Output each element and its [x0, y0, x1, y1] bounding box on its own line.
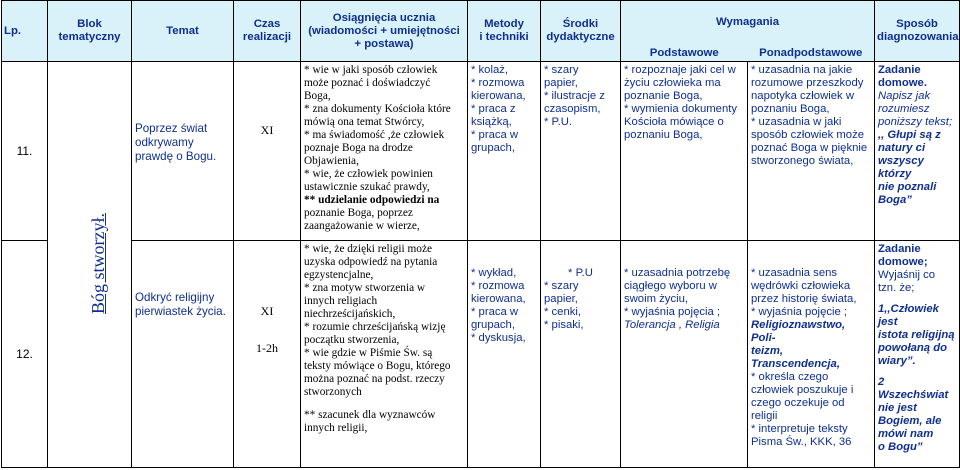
- row-temat: Poprzez świat odkrywamy prawdę o Bogu.: [132, 62, 234, 241]
- lesson-row: [2, 62, 960, 241]
- header-ponadpodstawowe: Ponadpodstawowe: [748, 45, 875, 62]
- row-lp: 11.: [2, 62, 48, 241]
- lesson-plan-table: [1, 0, 960, 468]
- row-czas: XI 1-2h: [234, 241, 301, 468]
- header-srodki: Środki dydaktyczne: [541, 1, 621, 62]
- header-osiagniecia: Osiągnięcia ucznia (wiadomości + umiejętności + postawa): [301, 1, 468, 62]
- row-podstawowe: * rozpoznaje jaki cel w życiu człowieka ma poznanie Boga, * wymienia dokumenty Kościoła mówiące o poznaniu Boga,: [621, 62, 748, 241]
- header-czas: Czas realizacji: [234, 1, 301, 62]
- row-ponadpodstawowe: * uzasadnia na jakie rozumowe przeszkody napotyka człowiek w poznaniu Boga, * uzasadnia w jaki sposób człowiek może poznać Boga w pięknie stworzonego świata,: [748, 62, 875, 241]
- header-lp: Lp.: [2, 1, 48, 62]
- row-czas: XI: [234, 62, 301, 241]
- row-metody: * wykład, * rozmowa kierowana, * praca w grupach, * dyskusja,: [468, 241, 541, 468]
- row-sposob: Zadanie domowe; Wyjaśnij co tzn. że; 1,,Człowiek jest istota religijną powołaną do wiary”. 2 Wszechświat nie jest Bogiem, ale mówi nam o Bogu”: [875, 241, 960, 468]
- header-temat: Temat: [132, 1, 234, 62]
- header-blok: Blok tematyczny: [48, 1, 132, 62]
- row-podstawowe: * uzasadnia potrzebę ciągłego wyboru w swoim życiu, * wyjaśnia pojęcia ; Tolerancja , Religia: [621, 241, 748, 468]
- header-podstawowe: Podstawowe: [621, 45, 748, 62]
- row-osiagniecia: * wie w jaki sposób człowiek może poznać i doświadczyć Boga, * zna dokumenty Kościoła które mówią ona temat Stwórcy, * ma świadomość ,że człowiek poznaje Boga na drodze Objawienia, * wie, że człowiek powinien ustawicznie szukać prawdy, ** udzielanie odpowiedzi na poznanie Boga, poprzez zaangażowanie w wierze,: [301, 62, 468, 241]
- header-wymagania: Wymagania: [621, 1, 875, 45]
- row-metody: * kolaż, * rozmowa kierowana, * praca z książką, * praca w grupach,: [468, 62, 541, 241]
- header-row: [2, 1, 960, 45]
- header-metody: Metody i techniki: [468, 1, 541, 62]
- row-lp: 12.: [2, 241, 48, 468]
- row-srodki: * P.U * szary papier, * cenki, * pisaki,: [541, 241, 621, 468]
- lesson-row: [2, 241, 960, 468]
- blok-title: Bóg stworzył.: [88, 212, 108, 314]
- row-srodki: * szary papier, * ilustracje z czasopism, * P.U.: [541, 62, 621, 241]
- row-osiagniecia: * wie, że dzięki religii może uzyska odpowiedź na pytania egzystencjalne, * zna motyw stworzenia w innych religiach niechrześcijańskich, * rozumie chrześcijańską wizję początku stworzenia, * wie gdzie w Piśmie Św. są teksty mówiące o Bogu, którego można poznać na podst. rzeczy stworzonych ** szacunek dla wyznawców innych religii,: [301, 241, 468, 468]
- blok-cell: [48, 62, 132, 468]
- row-sposob: Zadanie domowe. Napisz jak rozumiesz poniższy tekst; ,, Głupi są z natury ci wszyscy którzy nie poznali Boga”: [875, 62, 960, 241]
- row-temat: Odkryć religijny pierwiastek życia.: [132, 241, 234, 468]
- row-ponadpodstawowe: * uzasadnia sens wędrówki człowieka przez historię świata, * wyjaśnia pojęcie ; Religioznawstwo, Poli- teizm, Transcendencja, * określa czego człowiek poszukuje i czego oczekuje od religii * interpretuje teksty Pisma Św., KKK, 36: [748, 241, 875, 468]
- header-sposob: Sposób diagnozowania: [875, 1, 960, 62]
